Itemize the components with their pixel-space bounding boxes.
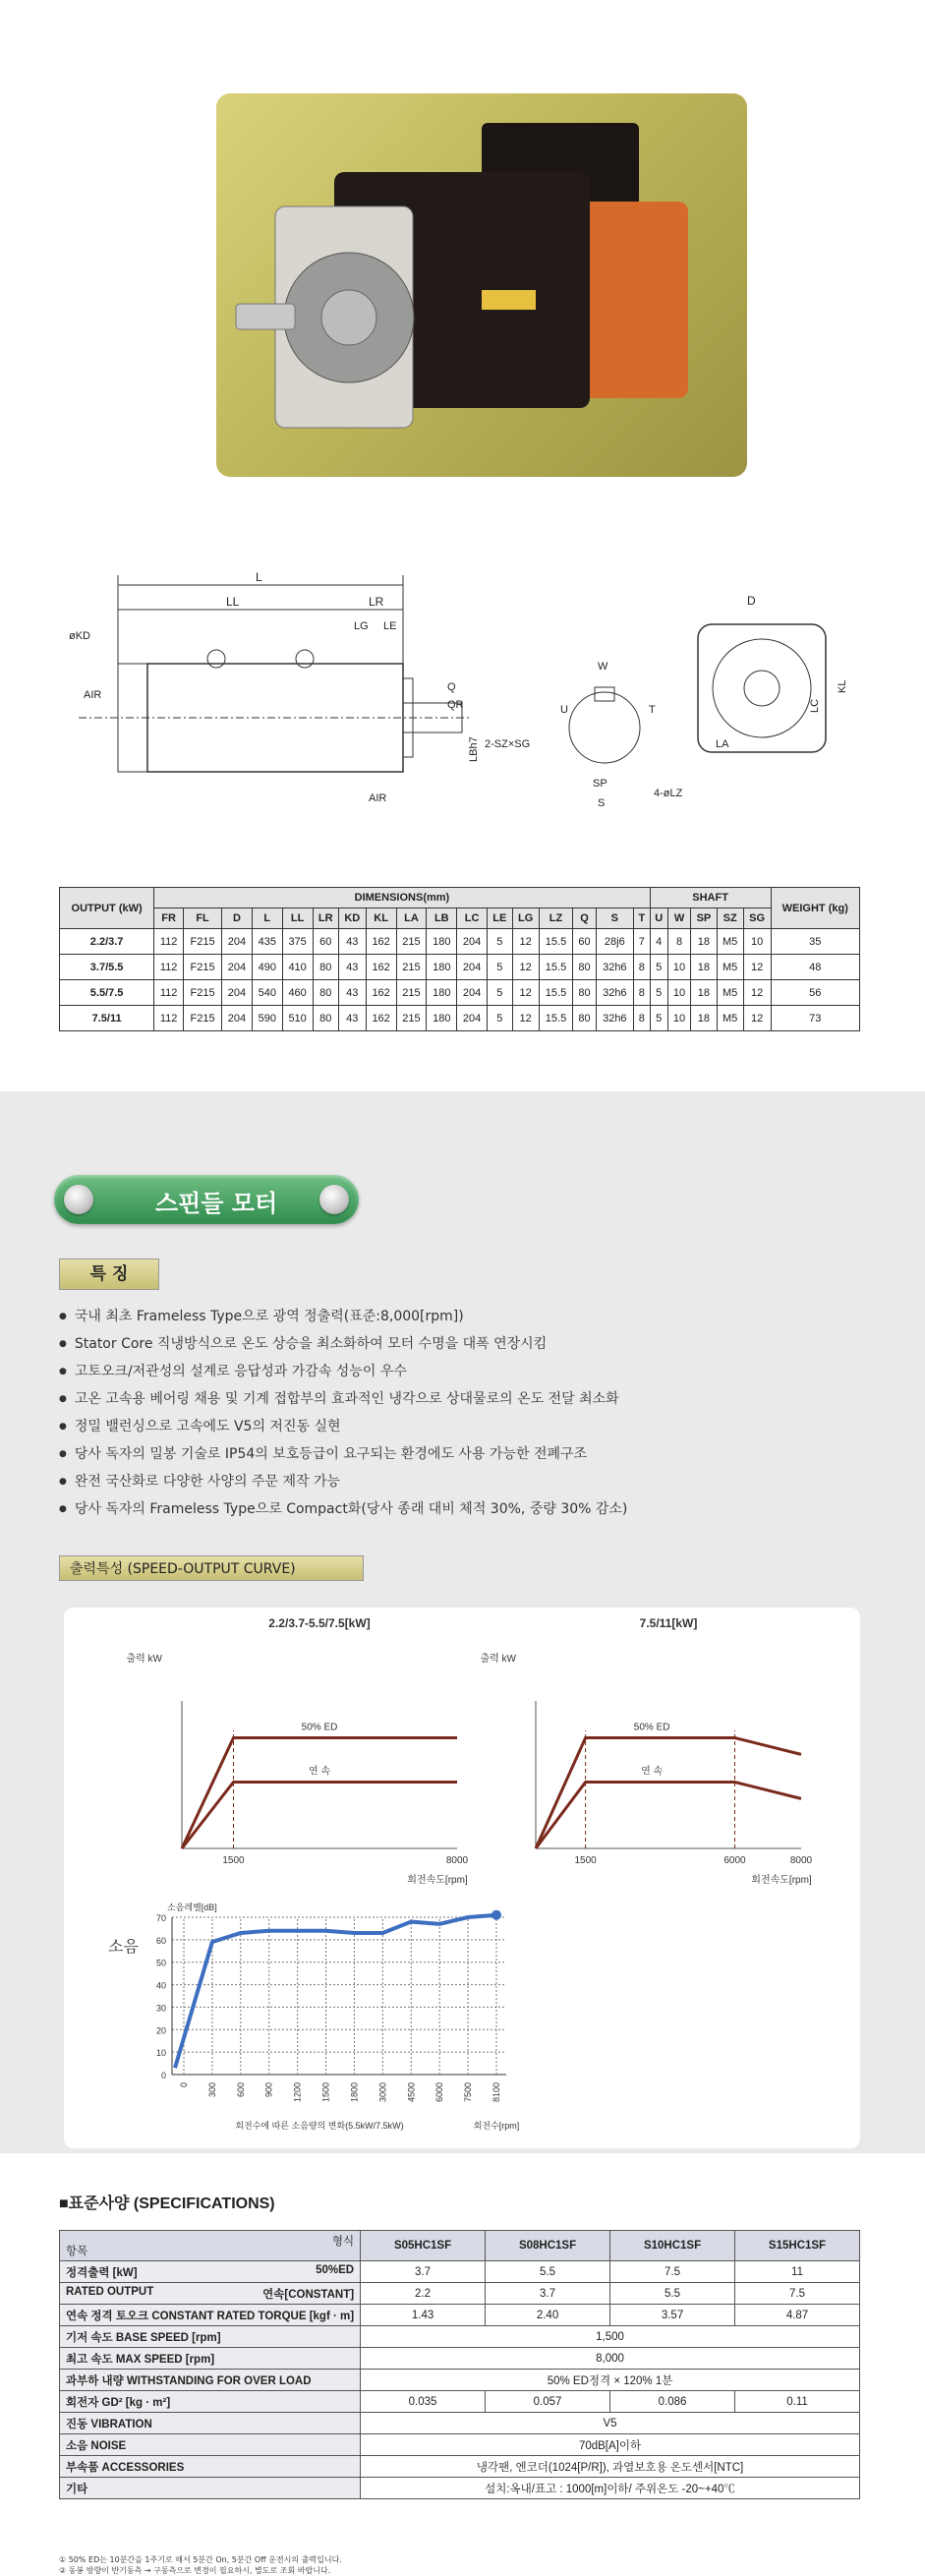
table-cell: 5 [650, 955, 667, 980]
table-cell: 80 [573, 955, 596, 980]
section-title: 스핀들 모터 [154, 1190, 278, 1217]
spec-label-text: RATED OUTPUT [66, 2285, 154, 2298]
table-cell: 12 [512, 980, 539, 1006]
dim-label: øKD [69, 630, 90, 642]
table-cell: 460 [282, 980, 313, 1006]
spec-row [60, 2305, 860, 2326]
spec-row [60, 2413, 860, 2434]
spec-model-header: S10HC1SF [610, 2231, 735, 2261]
dim-col-header: T [633, 908, 650, 929]
spec-value: 0.11 [735, 2391, 860, 2413]
chart-title: 7.5/11[kW] [639, 1616, 698, 1630]
x-tick-label: 7500 [463, 2082, 474, 2103]
x-axis-label: 회전수[rpm] [473, 2121, 520, 2131]
table-cell: 15.5 [539, 1006, 573, 1031]
table-cell: 80 [313, 955, 338, 980]
dim-col-header: LR [313, 908, 338, 929]
spec-label [60, 2348, 361, 2370]
dim-label: LR [369, 595, 384, 609]
spec-label-text: 최고 속도 MAX SPEED [rpm] [66, 2353, 215, 2366]
table-cell: F215 [184, 955, 222, 980]
spec-model-header: S08HC1SF [486, 2231, 610, 2261]
table-cell: 8 [667, 929, 690, 955]
table-cell: 10 [667, 955, 690, 980]
feature-item: ● Stator Core 직냉방식으로 온도 상승을 최소화하여 모터 수명을 대폭 연장시킴 [59, 1330, 865, 1358]
table-cell: 18 [691, 955, 717, 980]
feature-item: ● 완전 국산화로 다양한 사양의 주문 제작 가능 [59, 1468, 865, 1495]
table-cell: 12 [512, 955, 539, 980]
spec-label-text: 회전자 GD² [kg · m²] [66, 2396, 171, 2409]
row-output: 7.5/11 [60, 1006, 154, 1031]
spec-value: 50% ED정격 × 120% 1분 [361, 2370, 860, 2391]
col-dimensions: DIMENSIONS(mm) [154, 888, 650, 908]
dim-label: T [649, 704, 656, 716]
table-cell: 43 [338, 1006, 366, 1031]
spec-value: 0.057 [486, 2391, 610, 2413]
dim-col-header: SG [743, 908, 771, 929]
spec-note: ② 동봉 방향이 반기동측 → 구동측으로 변경이 필요하시, 별도로 조회 바랍니다. [59, 2566, 331, 2575]
spec-value: 8,000 [361, 2348, 860, 2370]
table-cell: 204 [457, 980, 488, 1006]
dim-col-header: LB [427, 908, 457, 929]
table-cell: 112 [154, 929, 184, 955]
spec-model-header: S15HC1SF [735, 2231, 860, 2261]
x-tick-label: 900 [263, 2082, 274, 2098]
table-cell: 215 [396, 980, 427, 1006]
x-tick-label: 8100 [491, 2082, 501, 2103]
table-cell: 5 [488, 955, 513, 980]
table-cell: 28j6 [596, 929, 633, 955]
spec-label [60, 2261, 361, 2283]
x-tick-label: 1500 [222, 1855, 245, 1866]
dimension-drawing [59, 565, 865, 821]
dim-label: Q [447, 681, 456, 693]
noise-line [175, 1915, 496, 2068]
dim-col-header: FR [154, 908, 184, 929]
dim-col-header: LZ [539, 908, 573, 929]
table-cell: 162 [366, 955, 396, 980]
spec-label [60, 2434, 361, 2456]
feature-item: ● 국내 최초 Frameless Type으로 광역 정출력(표준:8,000[rpm]) [59, 1303, 865, 1330]
x-tick-label: 0 [179, 2082, 189, 2088]
table-cell: 15.5 [539, 955, 573, 980]
table-cell: 215 [396, 1006, 427, 1031]
table-cell: 204 [222, 980, 253, 1006]
spec-label-text: 기타 [66, 2483, 88, 2495]
table-cell: 490 [252, 955, 282, 980]
table-cell: 435 [252, 929, 282, 955]
table-cell: 540 [252, 980, 282, 1006]
y-tick-label: 50 [155, 1958, 166, 1968]
spec-label-text: 과부하 내량 WITHSTANDING FOR OVER LOAD [66, 2374, 312, 2387]
table-cell: 32h6 [596, 1006, 633, 1031]
spec-value: 5.5 [486, 2261, 610, 2283]
dim-label: KL [837, 679, 848, 693]
dim-col-header: LL [282, 908, 313, 929]
row-output: 5.5/7.5 [60, 980, 154, 1006]
x-tick-label: 8000 [445, 1855, 469, 1866]
spec-title: ■표준사양 (SPECIFICATIONS) [59, 2195, 275, 2212]
table-cell: 215 [396, 929, 427, 955]
dim-label: 2-SZ×SG [485, 738, 531, 750]
spec-value: 1.43 [361, 2305, 486, 2326]
x-tick-label: 600 [235, 2082, 246, 2098]
dim-label: D [747, 594, 756, 608]
spec-value: 0.086 [610, 2391, 735, 2413]
spec-value: 3.7 [361, 2261, 486, 2283]
dim-col-header: LC [457, 908, 488, 929]
series-line [182, 1783, 457, 1849]
chart-title: 2.2/3.7-5.5/7.5[kW] [268, 1616, 371, 1630]
feature-item: ● 당사 독자의 밀봉 기술로 IP54의 보호등급이 요구되는 환경에도 사용 가능한 전폐구조 [59, 1440, 865, 1468]
table-cell: 204 [222, 929, 253, 955]
dim-col-header: KL [366, 908, 396, 929]
table-cell: 60 [313, 929, 338, 955]
table-cell: M5 [717, 1006, 743, 1031]
y-tick-label: 70 [155, 1913, 166, 1923]
table-cell: 215 [396, 955, 427, 980]
table-cell: 48 [771, 955, 859, 980]
spec-value: 1,500 [361, 2326, 860, 2348]
table-cell: 204 [222, 1006, 253, 1031]
col-output: OUTPUT (kW) [60, 888, 154, 929]
dim-col-header: S [596, 908, 633, 929]
features-title: 특 징 [59, 1259, 159, 1290]
motor-photo-panel [216, 93, 747, 477]
spec-label-text: 소음 NOISE [66, 2439, 127, 2452]
table-cell: 180 [427, 955, 457, 980]
x-tick-label: 3000 [377, 2082, 388, 2103]
table-cell: 5 [650, 980, 667, 1006]
spec-value: 7.5 [735, 2283, 860, 2305]
pill-knob-icon [64, 1185, 93, 1214]
spec-label-text: 부속품 ACCESSORIES [66, 2461, 185, 2474]
x-tick-label: 8000 [789, 1855, 813, 1866]
spec-value: 3.7 [486, 2283, 610, 2305]
spec-row [60, 2391, 860, 2413]
x-tick-label: 4500 [406, 2082, 417, 2103]
table-cell: 180 [427, 980, 457, 1006]
table-cell: 5 [488, 1006, 513, 1031]
table-cell: M5 [717, 980, 743, 1006]
spec-value: 11 [735, 2261, 860, 2283]
spec-corner-bottom: 항목 [66, 2246, 88, 2257]
dim-col-header: L [252, 908, 282, 929]
table-cell: 18 [691, 1006, 717, 1031]
dim-label: S [598, 797, 606, 809]
table-cell: 80 [313, 980, 338, 1006]
table-row [60, 1006, 860, 1031]
y-tick-label: 20 [155, 2025, 166, 2036]
table-cell: 8 [633, 980, 650, 1006]
x-axis-label: 회전속도[rpm] [751, 1875, 812, 1886]
feature-item: ● 정밀 밸런싱으로 고속에도 V5의 저진동 실현 [59, 1413, 865, 1440]
dim-label: LE [383, 620, 397, 632]
series-label: 50% ED [301, 1722, 338, 1733]
table-cell: 18 [691, 929, 717, 955]
y-tick-label: 10 [155, 2048, 166, 2059]
table-cell: 73 [771, 1006, 859, 1031]
dim-label: LC [809, 698, 821, 713]
dim-col-header: W [667, 908, 690, 929]
dim-label: L [256, 570, 262, 584]
y-axis-label: 출력 kW [480, 1654, 516, 1665]
table-row [60, 980, 860, 1006]
spec-label-text: 진동 VIBRATION [66, 2418, 152, 2430]
spec-label-text: 기저 속도 BASE SPEED [rpm] [66, 2331, 221, 2344]
table-cell: 10 [667, 1006, 690, 1031]
spec-row [60, 2370, 860, 2391]
dim-label: SP [593, 778, 607, 790]
table-cell: 112 [154, 1006, 184, 1031]
table-cell: 60 [573, 929, 596, 955]
dim-col-header: Q [573, 908, 596, 929]
row-output: 2.2/3.7 [60, 929, 154, 955]
dim-col-header: U [650, 908, 667, 929]
table-cell: 162 [366, 929, 396, 955]
dim-col-header: KD [338, 908, 366, 929]
spec-label [60, 2456, 361, 2478]
series-label: 50% ED [633, 1722, 670, 1733]
table-cell: M5 [717, 955, 743, 980]
table-cell: 80 [313, 1006, 338, 1031]
table-cell: 12 [743, 1006, 771, 1031]
table-cell: 5 [650, 1006, 667, 1031]
table-cell: 590 [252, 1006, 282, 1031]
spec-row [60, 2434, 860, 2456]
spec-label-text: 정격출력 [kW] [66, 2266, 138, 2279]
spec-row [60, 2348, 860, 2370]
table-cell: 12 [512, 929, 539, 955]
spec-table [59, 2230, 860, 2499]
dim-label: W [598, 661, 608, 673]
table-cell: 510 [282, 1006, 313, 1031]
x-tick-label: 1500 [574, 1855, 597, 1866]
table-cell: 4 [650, 929, 667, 955]
table-cell: 5 [488, 980, 513, 1006]
col-shaft: SHAFT [650, 888, 771, 908]
table-cell: M5 [717, 929, 743, 955]
y-tick-label: 40 [155, 1980, 166, 1991]
spec-value: 5.5 [610, 2283, 735, 2305]
table-cell: 162 [366, 980, 396, 1006]
pill-knob-icon [319, 1185, 349, 1214]
dim-col-header: LA [396, 908, 427, 929]
spec-row [60, 2478, 860, 2499]
feature-item: ● 당사 독자의 Frameless Type으로 Compact화(당사 종래 대비 체적 30%, 중량 30% 감소) [59, 1495, 865, 1523]
y-tick-label: 30 [155, 2003, 166, 2014]
spec-value: 4.87 [735, 2305, 860, 2326]
table-cell: 10 [667, 980, 690, 1006]
spec-label [60, 2413, 361, 2434]
dim-col-header: SP [691, 908, 717, 929]
table-cell: 204 [457, 929, 488, 955]
spec-value: 2.40 [486, 2305, 610, 2326]
table-cell: 204 [222, 955, 253, 980]
table-cell: 80 [573, 1006, 596, 1031]
x-tick-label: 6000 [723, 1855, 746, 1866]
table-cell: 15.5 [539, 980, 573, 1006]
spec-model-header: S05HC1SF [361, 2231, 486, 2261]
table-cell: 10 [743, 929, 771, 955]
dim-col-header: D [222, 908, 253, 929]
spec-label-sub: 연속[CONSTANT] [262, 2288, 355, 2301]
table-cell: 162 [366, 1006, 396, 1031]
feature-item: ● 고온 고속용 베어링 채용 및 기계 접합부의 효과적인 냉각으로 상대물로의 온도 전달 최소화 [59, 1385, 865, 1413]
spec-label [60, 2370, 361, 2391]
table-cell: 180 [427, 1006, 457, 1031]
spec-corner [60, 2231, 361, 2261]
dim-label: AIR [84, 689, 102, 701]
y-tick-label: 0 [160, 2071, 166, 2080]
table-cell: 8 [633, 955, 650, 980]
spec-value: 3.57 [610, 2305, 735, 2326]
table-cell: 12 [743, 980, 771, 1006]
dim-col-header: LE [488, 908, 513, 929]
table-cell: 15.5 [539, 929, 573, 955]
speed-output-charts [64, 1608, 860, 2148]
dim-label: U [560, 704, 568, 716]
table-cell: 375 [282, 929, 313, 955]
x-tick-label: 6000 [434, 2082, 445, 2103]
spec-label-text: 연속 정격 토오크 CONSTANT RATED TORQUE [kgf · m] [66, 2310, 355, 2322]
dim-label: AIR [369, 792, 387, 804]
spec-value: V5 [361, 2413, 860, 2434]
table-cell: 80 [573, 980, 596, 1006]
table-cell: 204 [457, 1006, 488, 1031]
series-label: 연 속 [308, 1766, 331, 1778]
spec-row [60, 2456, 860, 2478]
table-cell: 43 [338, 929, 366, 955]
spec-notes [59, 2554, 342, 2576]
table-cell: 5 [488, 929, 513, 955]
x-tick-label: 1200 [292, 2082, 303, 2103]
noise-endpoint [491, 1910, 501, 1920]
table-cell: 56 [771, 980, 859, 1006]
x-tick-label: 1800 [349, 2082, 360, 2103]
x-tick-label: 1500 [320, 2082, 331, 2103]
spec-value: 설치:옥내/표고 : 1000[m]이하/ 주위온도 -20~+40℃ [361, 2478, 860, 2499]
table-cell: 112 [154, 980, 184, 1006]
curve-title: 출력특성 (SPEED-OUTPUT CURVE) [59, 1555, 364, 1581]
dim-col-header: LG [512, 908, 539, 929]
row-output: 3.7/5.5 [60, 955, 154, 980]
dimension-table [59, 887, 860, 1031]
dim-label: QR [447, 699, 464, 711]
spec-label [60, 2283, 361, 2305]
table-cell: 8 [633, 1006, 650, 1031]
table-cell: F215 [184, 929, 222, 955]
spec-value: 냉각팬, 엔코더(1024[P/R]), 과열보호용 온도센서[NTC] [361, 2456, 860, 2478]
spec-corner-top: 형식 [331, 2236, 355, 2248]
table-cell: 43 [338, 955, 366, 980]
y-axis-label: 출력 kW [126, 1654, 162, 1665]
spec-row [60, 2283, 860, 2305]
spec-value: 0.035 [361, 2391, 486, 2413]
spec-label [60, 2391, 361, 2413]
y-axis-label: 소음레벨[dB] [167, 1903, 217, 1912]
spec-label [60, 2326, 361, 2348]
spec-label [60, 2305, 361, 2326]
col-weight: WEIGHT (kg) [771, 888, 859, 929]
spec-value: 70dB[A]이하 [361, 2434, 860, 2456]
dim-label: 4-øLZ [654, 788, 683, 799]
spec-value: 7.5 [610, 2261, 735, 2283]
table-cell: 204 [457, 955, 488, 980]
table-cell: 35 [771, 929, 859, 955]
table-cell: 32h6 [596, 955, 633, 980]
dim-label: LBh7 [468, 736, 480, 762]
spec-label-sub: 50%ED [316, 2263, 355, 2276]
table-cell: 410 [282, 955, 313, 980]
table-cell: 43 [338, 980, 366, 1006]
series-line [536, 1783, 801, 1849]
spec-note: ① 50% ED는 10분간을 1주기로 해서 5분간 On, 5분간 Off 운전시의 출력입니다. [59, 2555, 342, 2564]
table-row [60, 955, 860, 980]
dim-col-header: FL [184, 908, 222, 929]
dim-label: LA [716, 738, 729, 750]
table-cell: 12 [743, 955, 771, 980]
table-cell: 18 [691, 980, 717, 1006]
spec-label [60, 2478, 361, 2499]
table-cell: 180 [427, 929, 457, 955]
table-cell: 112 [154, 955, 184, 980]
dim-col-header: SZ [717, 908, 743, 929]
spec-row [60, 2261, 860, 2283]
table-row [60, 929, 860, 955]
table-cell: 12 [512, 1006, 539, 1031]
y-tick-label: 60 [155, 1935, 166, 1946]
feature-item: ● 고토오크/저관성의 설계로 응답성과 가감속 성능이 우수 [59, 1358, 865, 1385]
chart-caption: 회전수에 따른 소음량의 변화(5.5kW/7.5kW) [235, 2121, 404, 2131]
motor-photo [216, 93, 747, 477]
table-cell: F215 [184, 1006, 222, 1031]
series-label: 연 속 [641, 1766, 664, 1778]
x-tick-label: 300 [206, 2082, 217, 2098]
spec-row [60, 2326, 860, 2348]
table-cell: 32h6 [596, 980, 633, 1006]
x-axis-label: 회전속도[rpm] [407, 1875, 468, 1886]
dim-label: LL [226, 595, 240, 609]
spec-value: 2.2 [361, 2283, 486, 2305]
table-cell: 7 [633, 929, 650, 955]
dim-label: LG [354, 620, 369, 632]
features-list [59, 1303, 865, 1523]
chart-title: 소음 [108, 1939, 139, 1956]
table-cell: F215 [184, 980, 222, 1006]
